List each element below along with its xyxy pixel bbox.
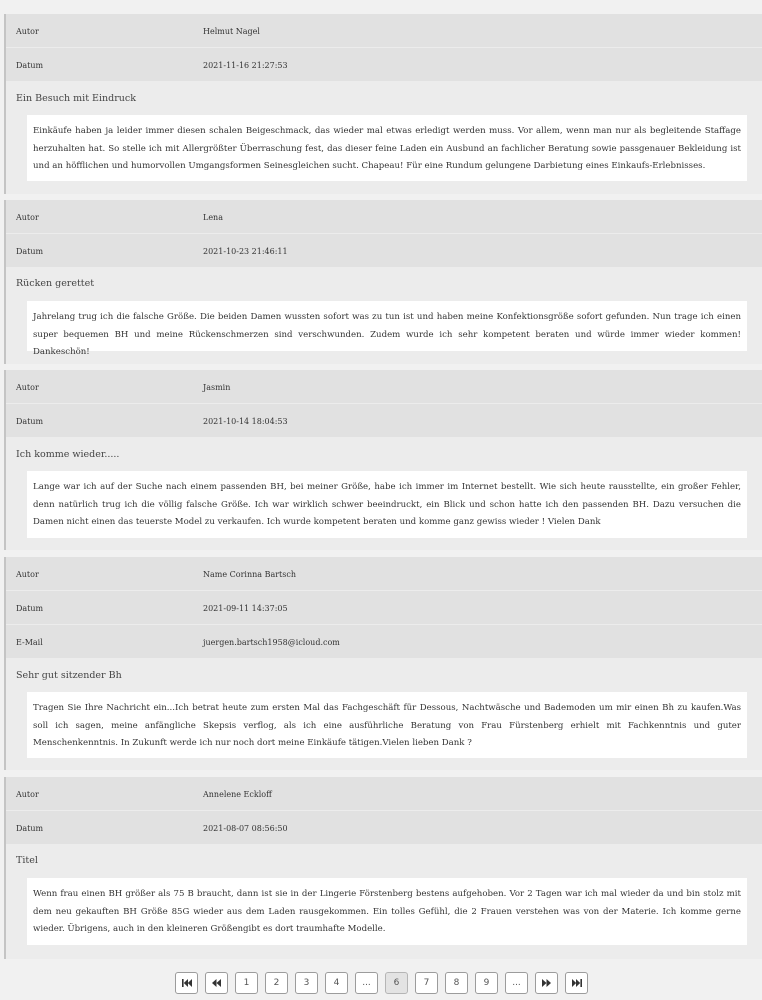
entry-title: Ein Besuch mit Eindruck xyxy=(16,93,136,104)
email-value: juergen.bartsch1958@icloud.com xyxy=(203,638,340,647)
author-label: Autor xyxy=(16,383,39,392)
email-label: E-Mail xyxy=(16,638,43,647)
guestbook-entry xyxy=(4,370,762,550)
author-row xyxy=(6,777,762,811)
date-row xyxy=(6,811,762,845)
page-link[interactable]: 7 xyxy=(415,972,438,994)
next-page-button[interactable] xyxy=(535,972,558,994)
guestbook-entry xyxy=(4,777,762,959)
date-value: 2021-11-16 21:27:53 xyxy=(203,61,288,70)
author-row xyxy=(6,14,762,48)
page-link[interactable]: 9 xyxy=(475,972,498,994)
author-row xyxy=(6,200,762,234)
date-value: 2021-08-07 08:56:50 xyxy=(203,824,288,833)
author-row xyxy=(6,370,762,404)
author-value: Annelene Eckloff xyxy=(203,790,272,799)
entry-title: Rücken gerettet xyxy=(16,278,95,289)
guestbook-entry xyxy=(4,200,762,364)
current-page[interactable]: 6 xyxy=(385,972,408,994)
date-label: Datum xyxy=(16,417,44,426)
entry-message: Einkäufe haben ja leider immer diesen schalen Beigeschmack, das wieder mal etwas erledigt werden muss. Vor allem, wenn man nur als begleitende Staffage herzuhalten hat. So stelle ich mit Allergrößter Überraschung fest, das dieser feine Laden ein Ausbund an fachlicher Beratung sowie passgenauer Bekleidung ist und an höfflichen und humorvollen Umgangsformen Seinesgleichen sucht. Chapeau! Für eine Rundum gelungene Darbietung eines Einkaufs-Erlebnisses. xyxy=(27,115,747,181)
previous-page-icon xyxy=(212,979,221,987)
page-link[interactable]: 2 xyxy=(265,972,288,994)
guestbook-entry xyxy=(4,14,762,194)
entry-title: Sehr gut sitzender Bh xyxy=(16,670,122,681)
last-page-icon xyxy=(572,979,582,987)
previous-page-button[interactable] xyxy=(205,972,228,994)
next-page-icon xyxy=(542,979,551,987)
entry-message: Tragen Sie Ihre Nachricht ein...Ich betrat heute zum ersten Mal das Fachgeschäft für Dessous, Nachtwäsche und Bademoden um mir einen Bh zu kaufen.Was soll ich sagen, meine anfängliche Skepsis verflog, als ich eine ausführliche Beratung von Frau Fürstenberg erhielt mit Fachkenntnis und guter Menschenkenntnis. In Zukunft werde ich nur noch dort meine Einkäufe tätigen.Vielen lieben Dank ? xyxy=(27,692,747,758)
author-value: Jasmin xyxy=(203,383,231,392)
date-row xyxy=(6,591,762,625)
email-row xyxy=(6,625,762,659)
first-page-icon xyxy=(182,979,192,987)
entry-message: Lange war ich auf der Suche nach einem passenden BH, bei meiner Größe, habe ich immer im Internet bestellt. Wie sich heute rausstellte, ein großer Fehler, denn natürlich trug ich die völlig falsche Größe. Ich war wirklich schwer beeindruckt, ein Blick und schon hatte ich den passenden BH. Dazu versuchen die Damen nicht einen das teuerste Model zu verkaufen. Ich wurde kompetent beraten und komme ganz gewiss wieder ! Vielen Dank xyxy=(27,471,747,538)
author-label: Autor xyxy=(16,213,39,222)
date-value: 2021-09-11 14:37:05 xyxy=(203,604,288,613)
date-row xyxy=(6,404,762,438)
entry-title: Ich komme wieder..... xyxy=(16,449,120,460)
page-ellipsis[interactable]: ... xyxy=(505,972,528,994)
first-page-button[interactable] xyxy=(175,972,198,994)
date-value: 2021-10-14 18:04:53 xyxy=(203,417,288,426)
pagination xyxy=(0,972,762,998)
entry-title: Titel xyxy=(16,855,38,866)
guestbook-entry xyxy=(4,557,762,770)
date-label: Datum xyxy=(16,61,44,70)
page-link[interactable]: 1 xyxy=(235,972,258,994)
date-label: Datum xyxy=(16,824,44,833)
author-row xyxy=(6,557,762,591)
entry-message: Jahrelang trug ich die falsche Größe. Die beiden Damen wussten sofort was zu tun ist und haben meine Konfektionsgröße sofort gefunden. Nun trage ich einen super bequemen BH und meine Rückenschmerzen sind verschwunden. Zudem wurde ich sehr kompetent beraten und würde immer wieder kommen! Dankeschön! xyxy=(27,301,747,351)
date-value: 2021-10-23 21:46:11 xyxy=(203,247,288,256)
author-label: Autor xyxy=(16,27,39,36)
author-label: Autor xyxy=(16,790,39,799)
page-ellipsis[interactable]: ... xyxy=(355,972,378,994)
date-label: Datum xyxy=(16,604,44,613)
page-link[interactable]: 4 xyxy=(325,972,348,994)
entry-message: Wenn frau einen BH größer als 75 B braucht, dann ist sie in der Lingerie Förstenberg bestens aufgehoben. Vor 2 Tagen war ich mal wieder da und bin stolz mit dem neu gekauften BH Größe 85G wieder aus dem Laden rausgekommen. Ein tolles Gefühl, die 2 Frauen verstehen was von der Materie. Ich komme gerne wieder. Übrigens, auch in den kleineren Größengibt es dort traumhafte Modelle. xyxy=(27,878,747,945)
page-link[interactable]: 3 xyxy=(295,972,318,994)
author-value: Helmut Nagel xyxy=(203,27,260,36)
date-row xyxy=(6,48,762,82)
last-page-button[interactable] xyxy=(565,972,588,994)
author-label: Autor xyxy=(16,570,39,579)
date-row xyxy=(6,234,762,268)
date-label: Datum xyxy=(16,247,44,256)
page-link[interactable]: 8 xyxy=(445,972,468,994)
author-value: Name Corinna Bartsch xyxy=(203,570,296,579)
author-value: Lena xyxy=(203,213,223,222)
